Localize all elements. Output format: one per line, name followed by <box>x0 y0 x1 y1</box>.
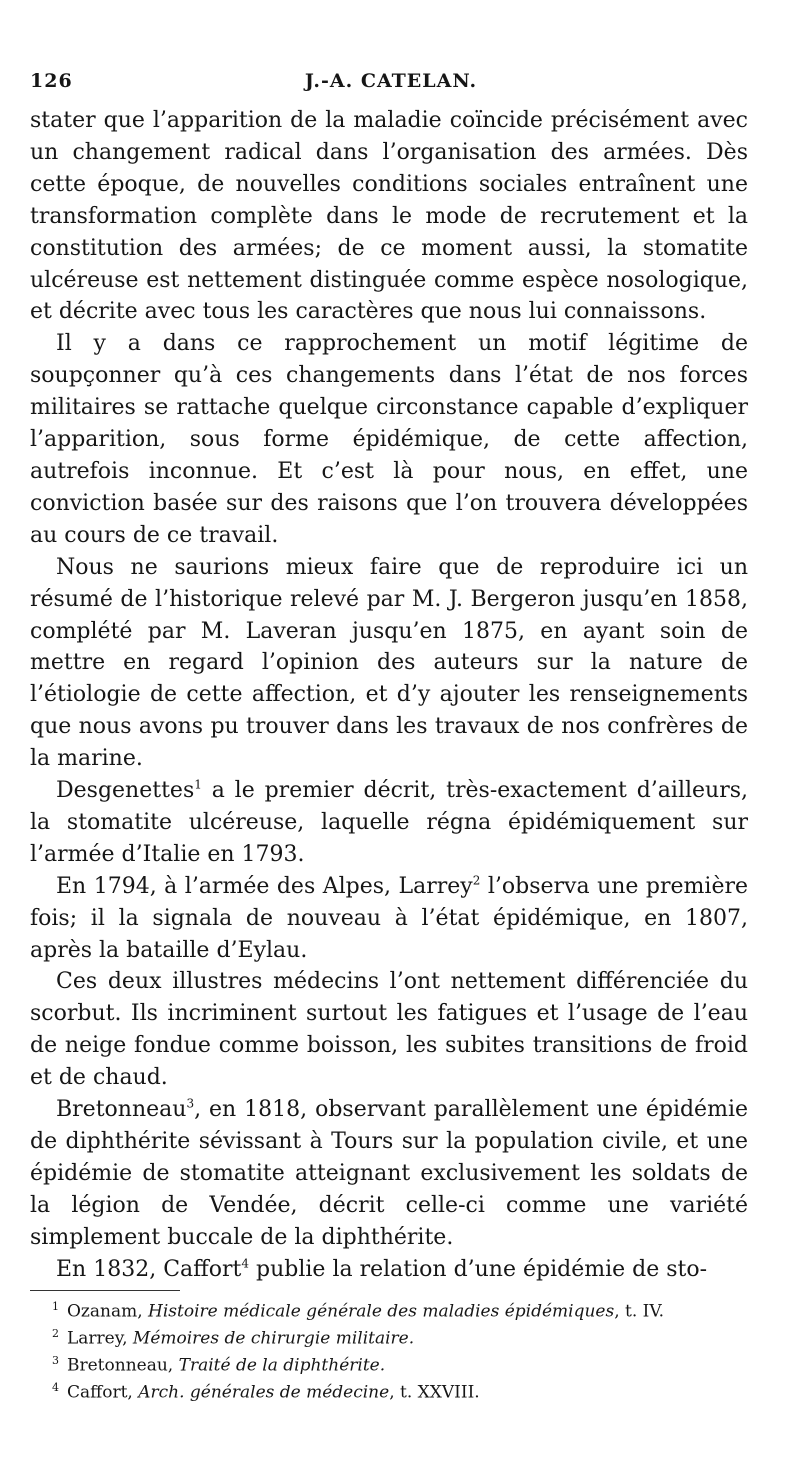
paragraph: Nous ne saurions mieux faire que de reproduire ici un résumé de l’historique relevé par M. J. Bergeron jusqu’en 1858, complété par M. Laveran jusqu’en 1875, en ayant soin de mettre en regard l’opinion des auteurs sur la nature de l’étiologie de cette affection, et d’y ajouter les renseignements que nous avons pu trouver dans les travaux de nos confrères de la marine. <box>30 554 748 772</box>
footnote <box>32 1323 748 1350</box>
footnote-rest: , t. XXVIII. <box>389 1383 480 1404</box>
footnote-divider <box>30 1290 180 1291</box>
footnote <box>32 1377 748 1404</box>
footnote-number: 4 <box>52 1381 59 1395</box>
footnote-work: Traité de la diphthérite. <box>178 1355 386 1376</box>
footnote-author: Caffort, <box>67 1383 139 1404</box>
paragraph-text: Desgenettes <box>56 778 195 804</box>
paragraph-text: Bretonneau <box>56 1097 187 1123</box>
footnote-work: Mémoires de chirurgie militaire. <box>132 1328 415 1349</box>
footnote <box>32 1350 748 1377</box>
footnote-ref: 2 <box>472 873 481 888</box>
footnote-number: 3 <box>52 1354 59 1368</box>
footnote-ref: 4 <box>241 1256 250 1271</box>
paragraph: Il y a dans ce rapprochement un motif légitime de soupçonner qu’à ces changements dans l’état de nos forces militaires se rattache quelque circonstance capable d’expliquer l’apparition, sous forme épidémique, de cette affection, autrefois inconnue. Et c’est là pour nous, en effet, une conviction basée sur des raisons que l’on trouvera développées au cours de ce travail. <box>30 331 748 548</box>
paragraph-text: En 1832, Caffort <box>56 1256 242 1282</box>
footnote-author: Ozanam, <box>67 1301 149 1322</box>
footnote-author: Larrey, <box>67 1328 133 1349</box>
footnote-author: Bretonneau, <box>67 1355 179 1376</box>
footnote-work: Histoire médicale générale des maladies épidémiques <box>148 1301 615 1322</box>
paragraph: stater que l’apparition de la maladie coïncide précisément avec un changement radical dans l’organisation des armées. Dès cette époque, de nouvelles conditions sociales entraînent une transformation complète dans le mode de recrutement et la constitution des armées; de ce moment aussi, la stomatite ulcéreuse est nettement distinguée comme espèce nosologique, et décrite avec tous les caractères que nous lui connaissons. <box>30 108 748 325</box>
running-head <box>30 70 752 100</box>
page-number: 126 <box>30 70 73 92</box>
paragraph-text: , en 1818, observant parallèlement une épidémie de diphthérite sévissant à Tours sur la population civile, et une épidémie de stomatite atteignant exclusivement les soldats de la légion de Vendée, décrit celle-ci comme une variété simplement buccale de la diphthérite. <box>30 1097 748 1250</box>
footnotes <box>32 1296 748 1405</box>
running-title: J.-A. CATELAN. <box>304 70 478 92</box>
footnote-ref: 1 <box>194 777 202 792</box>
paragraph <box>30 1254 748 1286</box>
footnote-number: 2 <box>52 1327 59 1341</box>
paragraph-text: a le premier décrit, très-exactement d’ailleurs, la stomatite ulcéreuse, laquelle régna épidémiquement sur l’armée d’Italie en 1793. <box>30 778 748 867</box>
footnote-rest: , t. IV. <box>614 1301 665 1322</box>
footnote-number: 1 <box>52 1300 59 1313</box>
footnote-ref: 3 <box>186 1096 195 1111</box>
paragraph-text: publie la relation d’une épidémie de sto- <box>249 1256 708 1282</box>
paragraph-text: l’observa une première fois; il la signala de nouveau à l’état épidémique, en 1807, après la bataille d’Eylau. <box>30 873 748 963</box>
footnote <box>32 1296 748 1323</box>
paragraph <box>30 1094 748 1254</box>
paragraph <box>30 871 748 967</box>
footnote-work: Arch. générales de médecine <box>138 1383 390 1404</box>
paragraph-text: En 1794, à l’armée des Alpes, Larrey <box>56 873 473 899</box>
paragraph: Ces deux illustres médecins l’ont nettement différenciée du scorbut. Ils incriminent surtout les fatigues et l’usage de l’eau de neige fondue comme boisson, les subites transitions de froid et de chaud. <box>30 969 748 1091</box>
paragraph <box>30 775 748 871</box>
body-text <box>30 105 748 1286</box>
